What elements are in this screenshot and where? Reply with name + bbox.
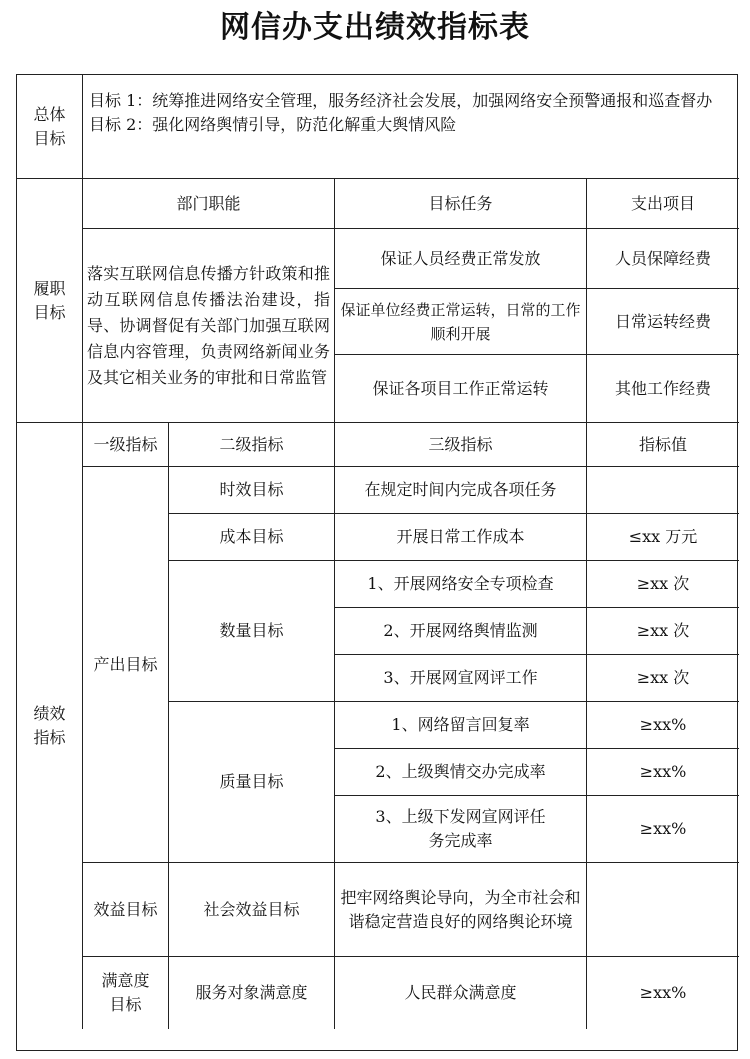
- quality-task-2: 2、上级舆情交办完成率: [335, 749, 587, 796]
- duty-header-function: 部门职能: [83, 179, 335, 229]
- duty-goal-label: 履职 目标: [17, 179, 83, 423]
- cost-target-task: 开展日常工作成本: [335, 514, 587, 561]
- quantity-value-3: ≥xx 次: [587, 655, 739, 702]
- overall-goal-cell: [83, 75, 739, 179]
- quantity-task-3: 3、开展网宣网评工作: [335, 655, 587, 702]
- quality-task-3: 3、上级下发网宣网评任务完成率: [335, 796, 587, 863]
- quality-value-1: ≥xx%: [587, 702, 739, 749]
- cost-target-value: ≤xx 万元: [587, 514, 739, 561]
- output-target-label: 产出目标: [83, 467, 169, 863]
- service-satisfaction-task: 人民群众满意度: [335, 957, 587, 1029]
- quantity-target-label: 数量目标: [169, 561, 335, 702]
- quality-value-3: ≥xx%: [587, 796, 739, 863]
- satisfaction-target-label: 满意度 目标: [83, 957, 169, 1029]
- performance-table: [16, 74, 738, 1051]
- quality-task-1: 1、网络留言回复率: [335, 702, 587, 749]
- page-title: 网信办支出绩效指标表: [220, 10, 530, 45]
- quality-target-label: 质量目标: [169, 702, 335, 863]
- time-target-label: 时效目标: [169, 467, 335, 514]
- benefit-target-label: 效益目标: [83, 863, 169, 957]
- perf-header-level1: 一级指标: [83, 423, 169, 467]
- duty-item-1: 人员保障经费: [587, 229, 739, 289]
- quantity-value-1: ≥xx 次: [587, 561, 739, 608]
- duty-task-2: 保证单位经费正常运转，日常的工作顺利开展: [335, 289, 587, 355]
- perf-header-level2: 二级指标: [169, 423, 335, 467]
- duty-item-3: 其他工作经费: [587, 355, 739, 423]
- duty-header-item: 支出项目: [587, 179, 739, 229]
- cost-target-label: 成本目标: [169, 514, 335, 561]
- goal-2-text: 目标 2：强化网络舆情引导，防范化解重大舆情风险: [89, 115, 457, 134]
- social-benefit-task: 把牢网络舆论导向，为全市社会和谐稳定营造良好的网络舆论环境: [335, 863, 587, 957]
- perf-header-level3: 三级指标: [335, 423, 587, 467]
- quality-value-2: ≥xx%: [587, 749, 739, 796]
- service-satisfaction-label: 服务对象满意度: [169, 957, 335, 1029]
- perf-header-value: 指标值: [587, 423, 739, 467]
- duty-item-2: 日常运转经费: [587, 289, 739, 355]
- goal-1-text: 目标 1：统筹推进网络安全管理，服务经济社会发展，加强网络安全预警通报和巡查督办: [89, 91, 713, 110]
- time-target-value: [587, 467, 739, 514]
- department-function-text: 落实互联网信息传播方针政策和推动互联网信息传播法治建设，指导、协调督促有关部门加强互联网信息内容管理，负责网络新闻业务及其它相关业务的审批和日常监管: [83, 229, 335, 423]
- social-benefit-value: [587, 863, 739, 957]
- quantity-task-1: 1、开展网络安全专项检查: [335, 561, 587, 608]
- social-benefit-label: 社会效益目标: [169, 863, 335, 957]
- overall-goal-label: 总体 目标: [17, 75, 83, 179]
- duty-header-task: 目标任务: [335, 179, 587, 229]
- service-satisfaction-value: ≥xx%: [639, 983, 687, 1002]
- quantity-task-2: 2、开展网络舆情监测: [335, 608, 587, 655]
- duty-task-1: 保证人员经费正常发放: [335, 229, 587, 289]
- duty-task-3: 保证各项目工作正常运转: [335, 355, 587, 423]
- time-target-task: 在规定时间内完成各项任务: [335, 467, 587, 514]
- quantity-value-2: ≥xx 次: [587, 608, 739, 655]
- performance-label: 绩效 指标: [17, 423, 83, 1029]
